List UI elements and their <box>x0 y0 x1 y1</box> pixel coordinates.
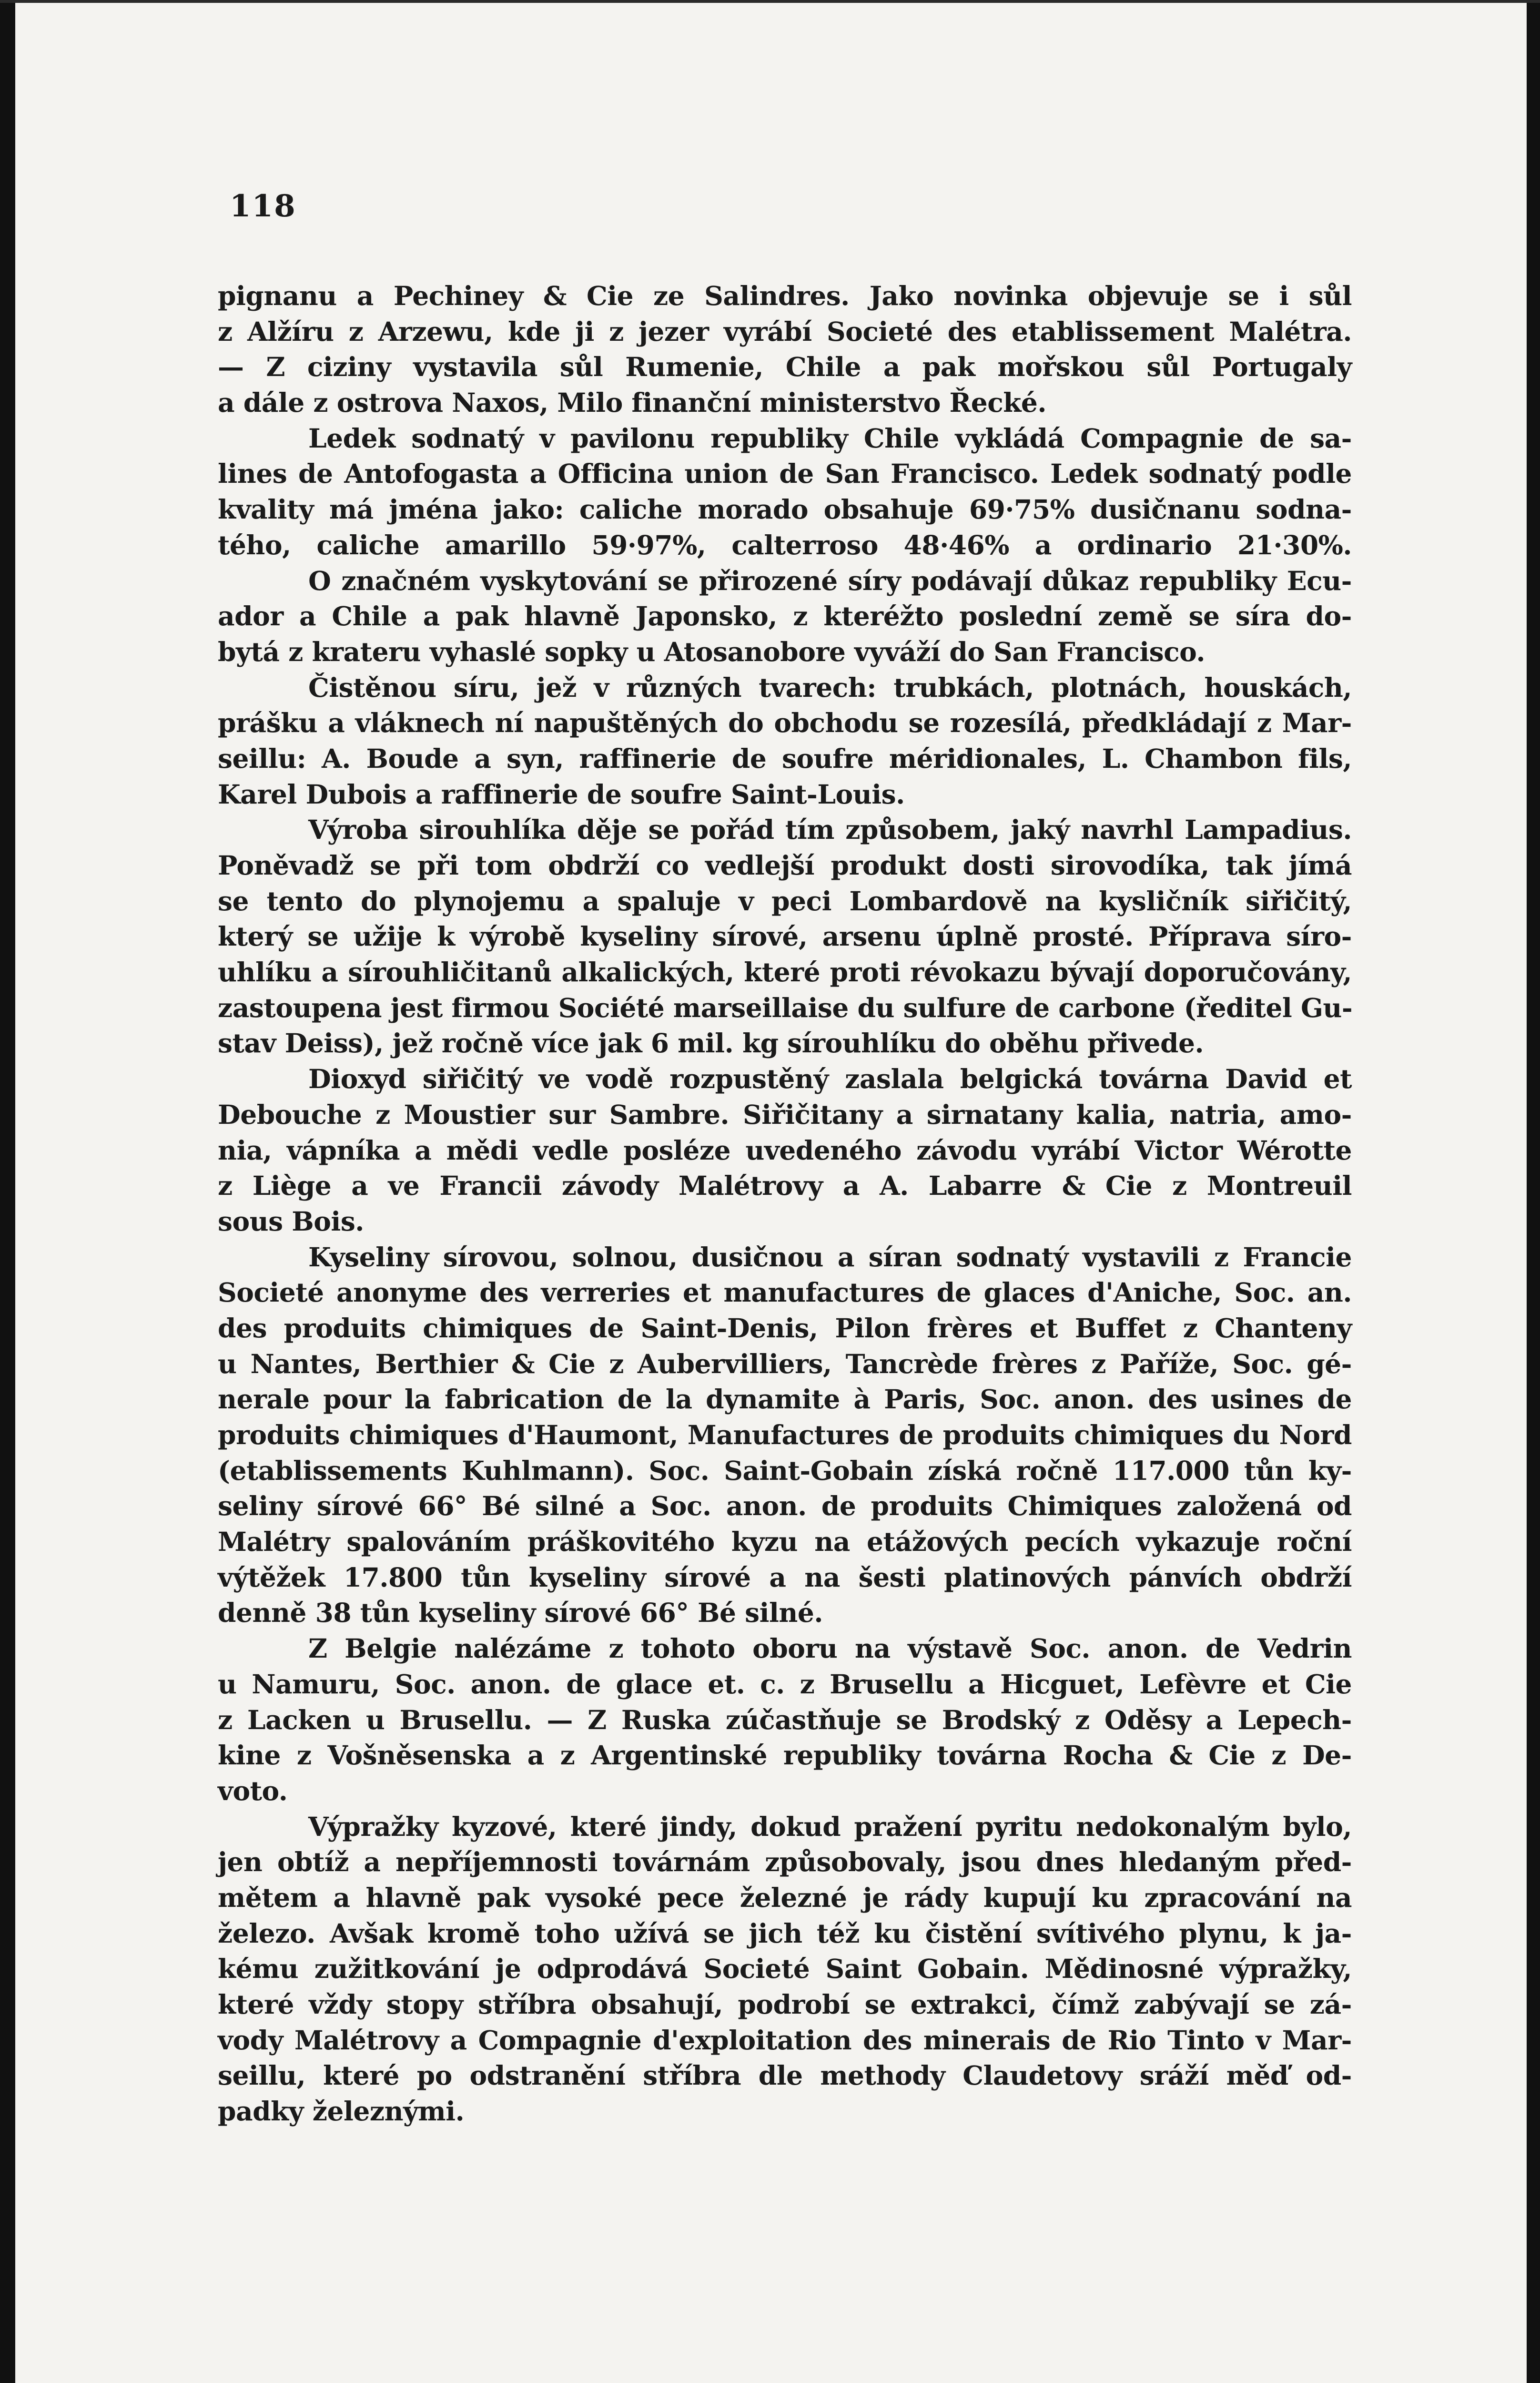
scan-border-top <box>0 0 1540 3</box>
text-line: Dioxyd siřičitý ve vodě rozpustěný zaslala belgická továrna David et <box>308 1063 1352 1095</box>
text-line: sous Bois. <box>218 1205 364 1237</box>
text-line: (etablissements Kuhlmann). Soc. Saint-Gobain získá ročně 117.000 tůn ky- <box>218 1455 1352 1486</box>
text-line: výtěžek 17.800 tůn kyseliny sírové a na šesti platinových pánvích obdrží <box>218 1561 1352 1593</box>
text-line: železo. Avšak kromě toho užívá se jich též ku čistění svítivého plynu, k ja- <box>218 1917 1352 1949</box>
text-line: O značném vyskytování se přirozené síry podávají důkaz republiky Ecu- <box>308 565 1352 596</box>
text-line: stav Deiss), jež ročně více jak 6 mil. kg sírouhlíku do oběhu přivede. <box>218 1028 1204 1059</box>
page-number: 118 <box>230 188 296 224</box>
text-line: jen obtíž a nepříjemnosti továrnám způsobovaly, jsou dnes hledaným před- <box>218 1846 1352 1878</box>
text-line: seillu: A. Boude a syn, raffinerie de soufre méridionales, L. Chambon fils, <box>218 743 1352 774</box>
scan-border-right <box>1527 0 1540 2383</box>
text-line: — Z ciziny vystavila sůl Rumenie, Chile a pak mořskou sůl Portugaly <box>218 351 1352 383</box>
text-line: pignanu a Pechiney & Cie ze Salindres. Jako novinka objevuje se i sůl <box>218 280 1352 311</box>
text-line: des produits chimiques de Saint-Denis, Pilon frères et Buffet z Chanteny <box>218 1312 1352 1344</box>
text-line: zastoupena jest firmou Société marseillaise du sulfure de carbone (ředitel Gu- <box>218 992 1353 1023</box>
text-line: nerale pour la fabrication de la dynamite à Paris, Soc. anon. des usines de <box>218 1384 1352 1415</box>
text-line: Ledek sodnatý v pavilonu republiky Chile vykládá Compagnie de sa- <box>308 422 1352 454</box>
text-line: a dále z ostrova Naxos, Milo finanční ministerstvo Řecké. <box>218 387 1046 418</box>
text-line: Poněvadž se při tom obdrží co vedlejší produkt dosti sirovodíka, tak jímá <box>218 850 1352 881</box>
text-line: Čistěnou síru, jež v různých tvarech: trubkách, plotnách, houskách, <box>308 672 1352 703</box>
text-line: uhlíku a sírouhličitanů alkalických, které proti révokazu bývají doporučovány, <box>218 957 1352 988</box>
text-line: Výroba sirouhlíka děje se pořád tím způsobem, jaký navrhl Lampadius. <box>308 814 1352 845</box>
text-line: které vždy stopy stříbra obsahují, podrobí se extrakci, čímž zabývají se zá- <box>218 1989 1352 2020</box>
text-line: Malétry spalováním práškovitého kyzu na etážových pecích vykazuje roční <box>218 1526 1352 1558</box>
text-line: Societé anonyme des verreries et manufactures de glaces d'Aniche, Soc. an. <box>218 1277 1352 1308</box>
text-line: padky železnými. <box>218 2096 465 2127</box>
scan-border-left <box>0 0 15 2383</box>
text-line: z Lacken u Brusellu. — Z Ruska zúčastňuje se Brodský z Oděsy a Lepech- <box>218 1704 1352 1735</box>
text-line: z Alžíru z Arzewu, kde ji z jezer vyrábí Societé des etablissement Malétra. <box>218 316 1352 347</box>
text-line: Z Belgie nalézáme z tohoto oboru na výstavě Soc. anon. de Vedrin <box>308 1633 1352 1664</box>
text-line: se tento do plynojemu a spaluje v peci Lombardově na kysličník siřičitý, <box>218 885 1352 917</box>
text-line: Výpražky kyzové, které jindy, dokud pražení pyritu nedokonalým bylo, <box>308 1811 1352 1842</box>
text-line: seliny sírové 66° Bé silné a Soc. anon. de produits Chimiques založená od <box>218 1490 1352 1522</box>
text-line: voto. <box>218 1775 288 1806</box>
text-line: prášku a vláknech ní napuštěných do obchodu se rozesílá, předkládají z Mar- <box>218 707 1352 739</box>
text-line: vody Malétrovy a Compagnie d'exploitation des minerais de Rio Tinto v Mar- <box>218 2024 1352 2056</box>
text-line: Kyseliny sírovou, solnou, dusičnou a síran sodnatý vystavili z Francie <box>308 1241 1352 1273</box>
text-line: Karel Dubois a raffinerie de soufre Saint-Louis. <box>218 778 905 810</box>
text-line: denně 38 tůn kyseliny sírové 66° Bé silné. <box>218 1597 823 1629</box>
text-line: který se užije k výrobě kyseliny sírové, arsenu úplně prosté. Příprava síro- <box>218 921 1352 952</box>
text-line: ador a Chile a pak hlavně Japonsko, z kteréžto poslední země se síra do- <box>218 601 1352 632</box>
text-line: u Namuru, Soc. anon. de glace et. c. z Brusellu a Hicguet, Lefèvre et Cie <box>218 1668 1352 1700</box>
text-line: produits chimiques d'Haumont, Manufactures de produits chimiques du Nord <box>218 1419 1352 1450</box>
text-line: u Nantes, Berthier & Cie z Aubervilliers, Tancrède frères z Paříže, Soc. gé- <box>218 1348 1352 1379</box>
text-line: mětem a hlavně pak vysoké pece železné je rády kupují ku zpracování na <box>218 1882 1352 1913</box>
text-line: seillu, které po odstranění stříbra dle methody Claudetovy sráží měď od- <box>218 2060 1352 2091</box>
text-line: nia, vápníka a mědi vedle posléze uvedeného závodu vyrábí Victor Wérotte <box>218 1134 1352 1166</box>
text-line: z Liège a ve Francii závody Malétrovy a A. Labarre & Cie z Montreuil <box>218 1170 1352 1202</box>
text-line: kvality má jména jako: caliche morado obsahuje 69·75% dusičnanu sodna- <box>218 494 1352 525</box>
text-line: bytá z krateru vyhaslé sopky u Atosanobore vyváží do San Francisco. <box>218 636 1205 667</box>
text-line: tého, caliche amarillo 59·97%, calterroso 48·46% a ordinario 21·30%. <box>218 529 1352 560</box>
text-line: lines de Antofogasta a Officina union de San Francisco. Ledek sodnatý podle <box>218 458 1352 489</box>
body-text <box>218 278 1352 2129</box>
text-line: kému zužitkování je odprodává Societé Saint Gobain. Mědinosné výpražky, <box>218 1953 1352 1985</box>
text-line: Debouche z Moustier sur Sambre. Siřičitany a sirnatany kalia, natria, amo- <box>218 1099 1352 1130</box>
text-line: kine z Vošněsenska a z Argentinské republiky továrna Rocha & Cie z De- <box>218 1740 1352 1771</box>
